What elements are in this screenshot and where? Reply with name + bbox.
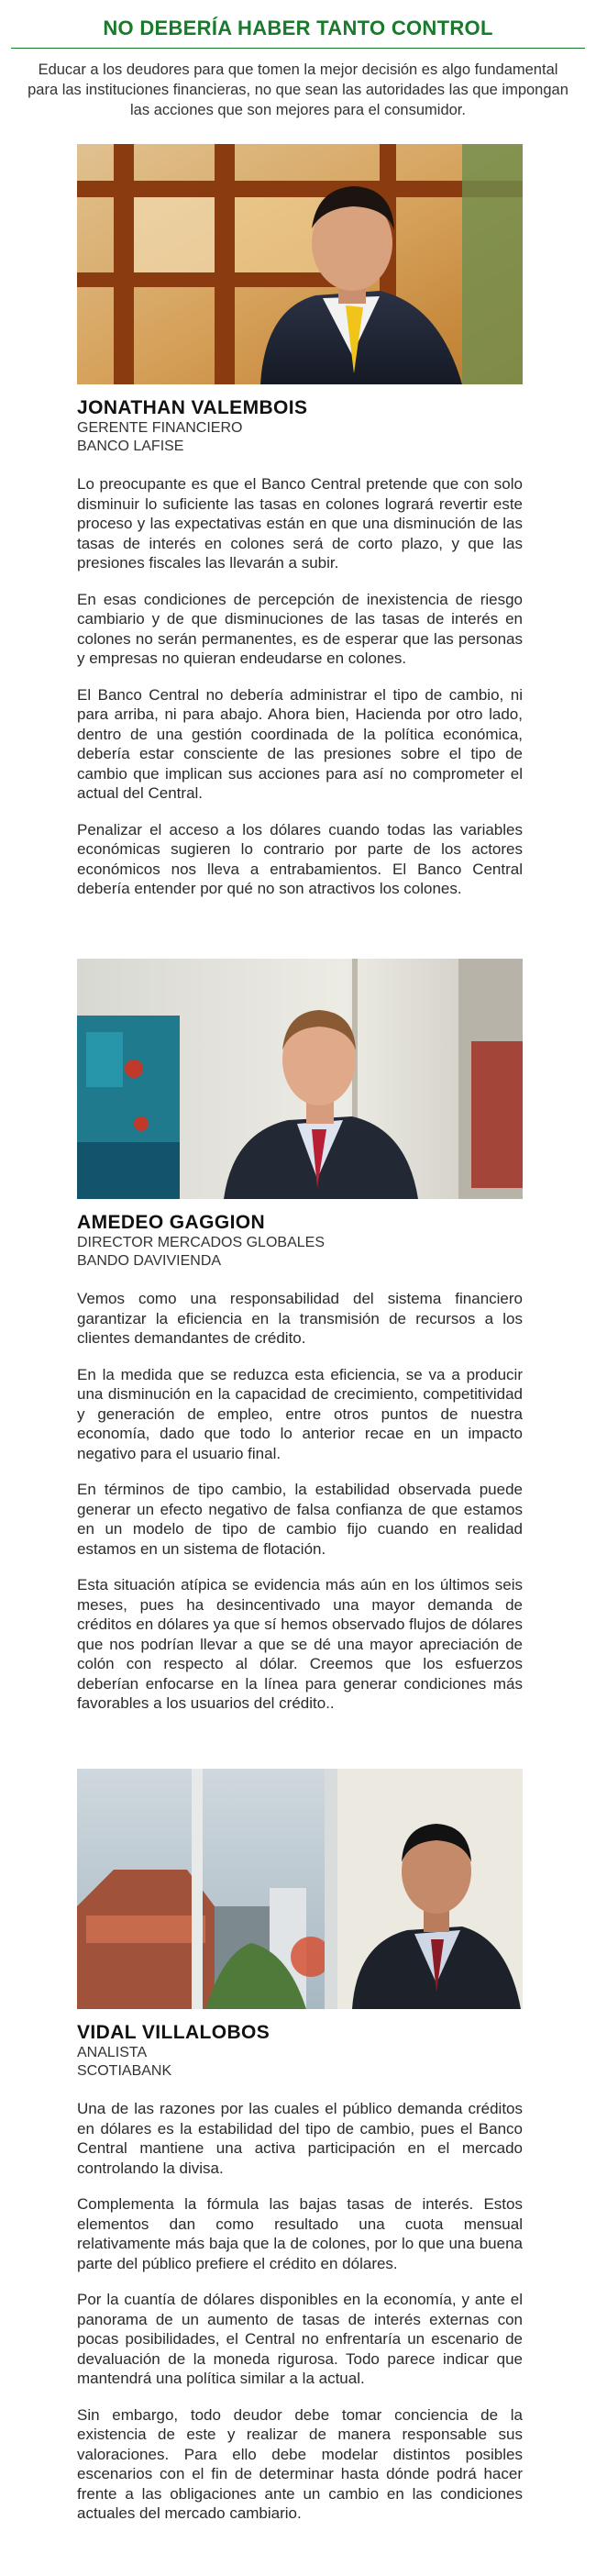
profile-role: DIRECTOR MERCADOS GLOBALES (77, 1235, 325, 1250)
profile-body (77, 474, 523, 899)
profile-name: JONATHAN VALEMBOIS (77, 397, 308, 418)
body-paragraph: Una de las razones por las cuales el público demanda créditos en dólares es la estabilidad del tipo de cambio, pues el Banco Central mantiene una activa participación en el mercado controlando la divisa. (77, 2100, 523, 2177)
body-paragraph: En esas condiciones de percepción de inexistencia de riesgo cambiario y de que disminuciones de las tasas de interés en colones no serán permanentes, es de esperar que las personas y empresas no quieran endeudarse en colones. (77, 590, 523, 667)
body-paragraph: Sin embargo, todo deudor debe tomar conciencia de la existencia de este y realizar de manera responsable sus valoraciones. Para ello debe modelar distintos posibles escenarios con el fin de determinar hasta dónde podrá hacer frente a las obligaciones ante un cambio en las condiciones actuales del mercado cambiario. (77, 2405, 523, 2522)
headline: NO DEBERÍA HABER TANTO CONTROL (11, 0, 585, 49)
body-paragraph: Esta situación atípica se evidencia más aún en los últimos seis meses, pues ha desincentivado una mayor demanda de créditos en dólares ya que sí hemos observado flujos de dólares que nos podrían llevar a que se dé una mayor apreciación de colón con respecto al dólar. Creemos que los esfuerzos deberían enfocarse en la línea para generar condiciones más favorables a los usuarios del crédito.. (77, 1576, 523, 1712)
body-paragraph: En la medida que se reduzca esta eficiencia, se va a producir una disminución en la capacidad de crecimiento, competitividad y generación de empleo, entre otros puntos de nuestra economía, dado que todo lo anterior recae en un impacto negativo para el usuario final. (77, 1365, 523, 1462)
profile-villalobos (77, 1769, 523, 2540)
body-paragraph: Vemos como una responsabilidad del sistema financiero garantizar la eficiencia en la transmisión de recursos a los clientes demandantes de crédito. (77, 1290, 523, 1347)
body-paragraph: El Banco Central no debería administrar el tipo de cambio, ni para arriba, ni para abajo. Ahora bien, Hacienda por otro lado, dentro de una gestión coordinada de la política económica, debería estar consciente de las presiones sobre el tipo de cambio que implican sus acciones para así no comprometer el actual del Central. (77, 685, 523, 802)
body-paragraph: Complementa la fórmula las bajas tasas de interés. Estos elementos dan como resultado una cuota mensual relativamente más baja que la de colones, por lo que una buena parte del público prefiere el crédito en dólares. (77, 2195, 523, 2272)
portrait-photo-gaggion (77, 959, 523, 1199)
profile-body (77, 2099, 523, 2524)
profile-role: GERENTE FINANCIERO (77, 420, 243, 436)
body-paragraph: En términos de tipo cambio, la estabilidad observada puede generar un efecto negativo de falsa confianza de que estamos en un modelo de tipo de cambio fijo cuando en realidad estamos en un sistema de flotación. (77, 1481, 523, 1558)
profile-name: VIDAL VILLALOBOS (77, 2022, 270, 2043)
profile-role: ANALISTA (77, 2045, 148, 2060)
profile-gaggion (77, 959, 523, 1730)
profile-valembois (77, 144, 523, 916)
portrait-photo-villalobos (77, 1769, 523, 2009)
profile-body (77, 1289, 523, 1714)
profile-org: BANDO DAVIVIENDA (77, 1253, 222, 1269)
body-paragraph: Lo preocupante es que el Banco Central pretende que con solo disminuir lo suficiente las tasas en colones logrará revertir este proceso y las expectativas están en que una disminución de las tasas de interés en colones será de corto plazo, y que las presiones fiscales las llevarán a subir. (77, 475, 523, 572)
profile-org: BANCO LAFISE (77, 439, 184, 454)
portrait-photo-valembois (77, 144, 523, 384)
body-paragraph: Penalizar el acceso a los dólares cuando todas las variables económicas sugieren lo contrario por parte de los actores económicos nos lleva a entrabamientos. El Banco Central debería entender por qué no son atractivos los colones. (77, 820, 523, 897)
profile-name: AMEDEO GAGGION (77, 1212, 266, 1233)
lead-paragraph: Educar a los deudores para que tomen la mejor decisión es algo fundamental para las instituciones financieras, no que sean las autoridades las que impongan las acciones que son mejores para el consumidor. (28, 61, 568, 118)
profile-org: SCOTIABANK (77, 2063, 172, 2079)
body-paragraph: Por la cuantía de dólares disponibles en la economía, y ante el panorama de un aumento de tasas de interés externas con pocas posibilidades, el Central no enfrentaría un escenario de devaluación de la moneda rigurosa. Todo parece indicar que mantendrá una política similar a la actual. (77, 2291, 523, 2387)
